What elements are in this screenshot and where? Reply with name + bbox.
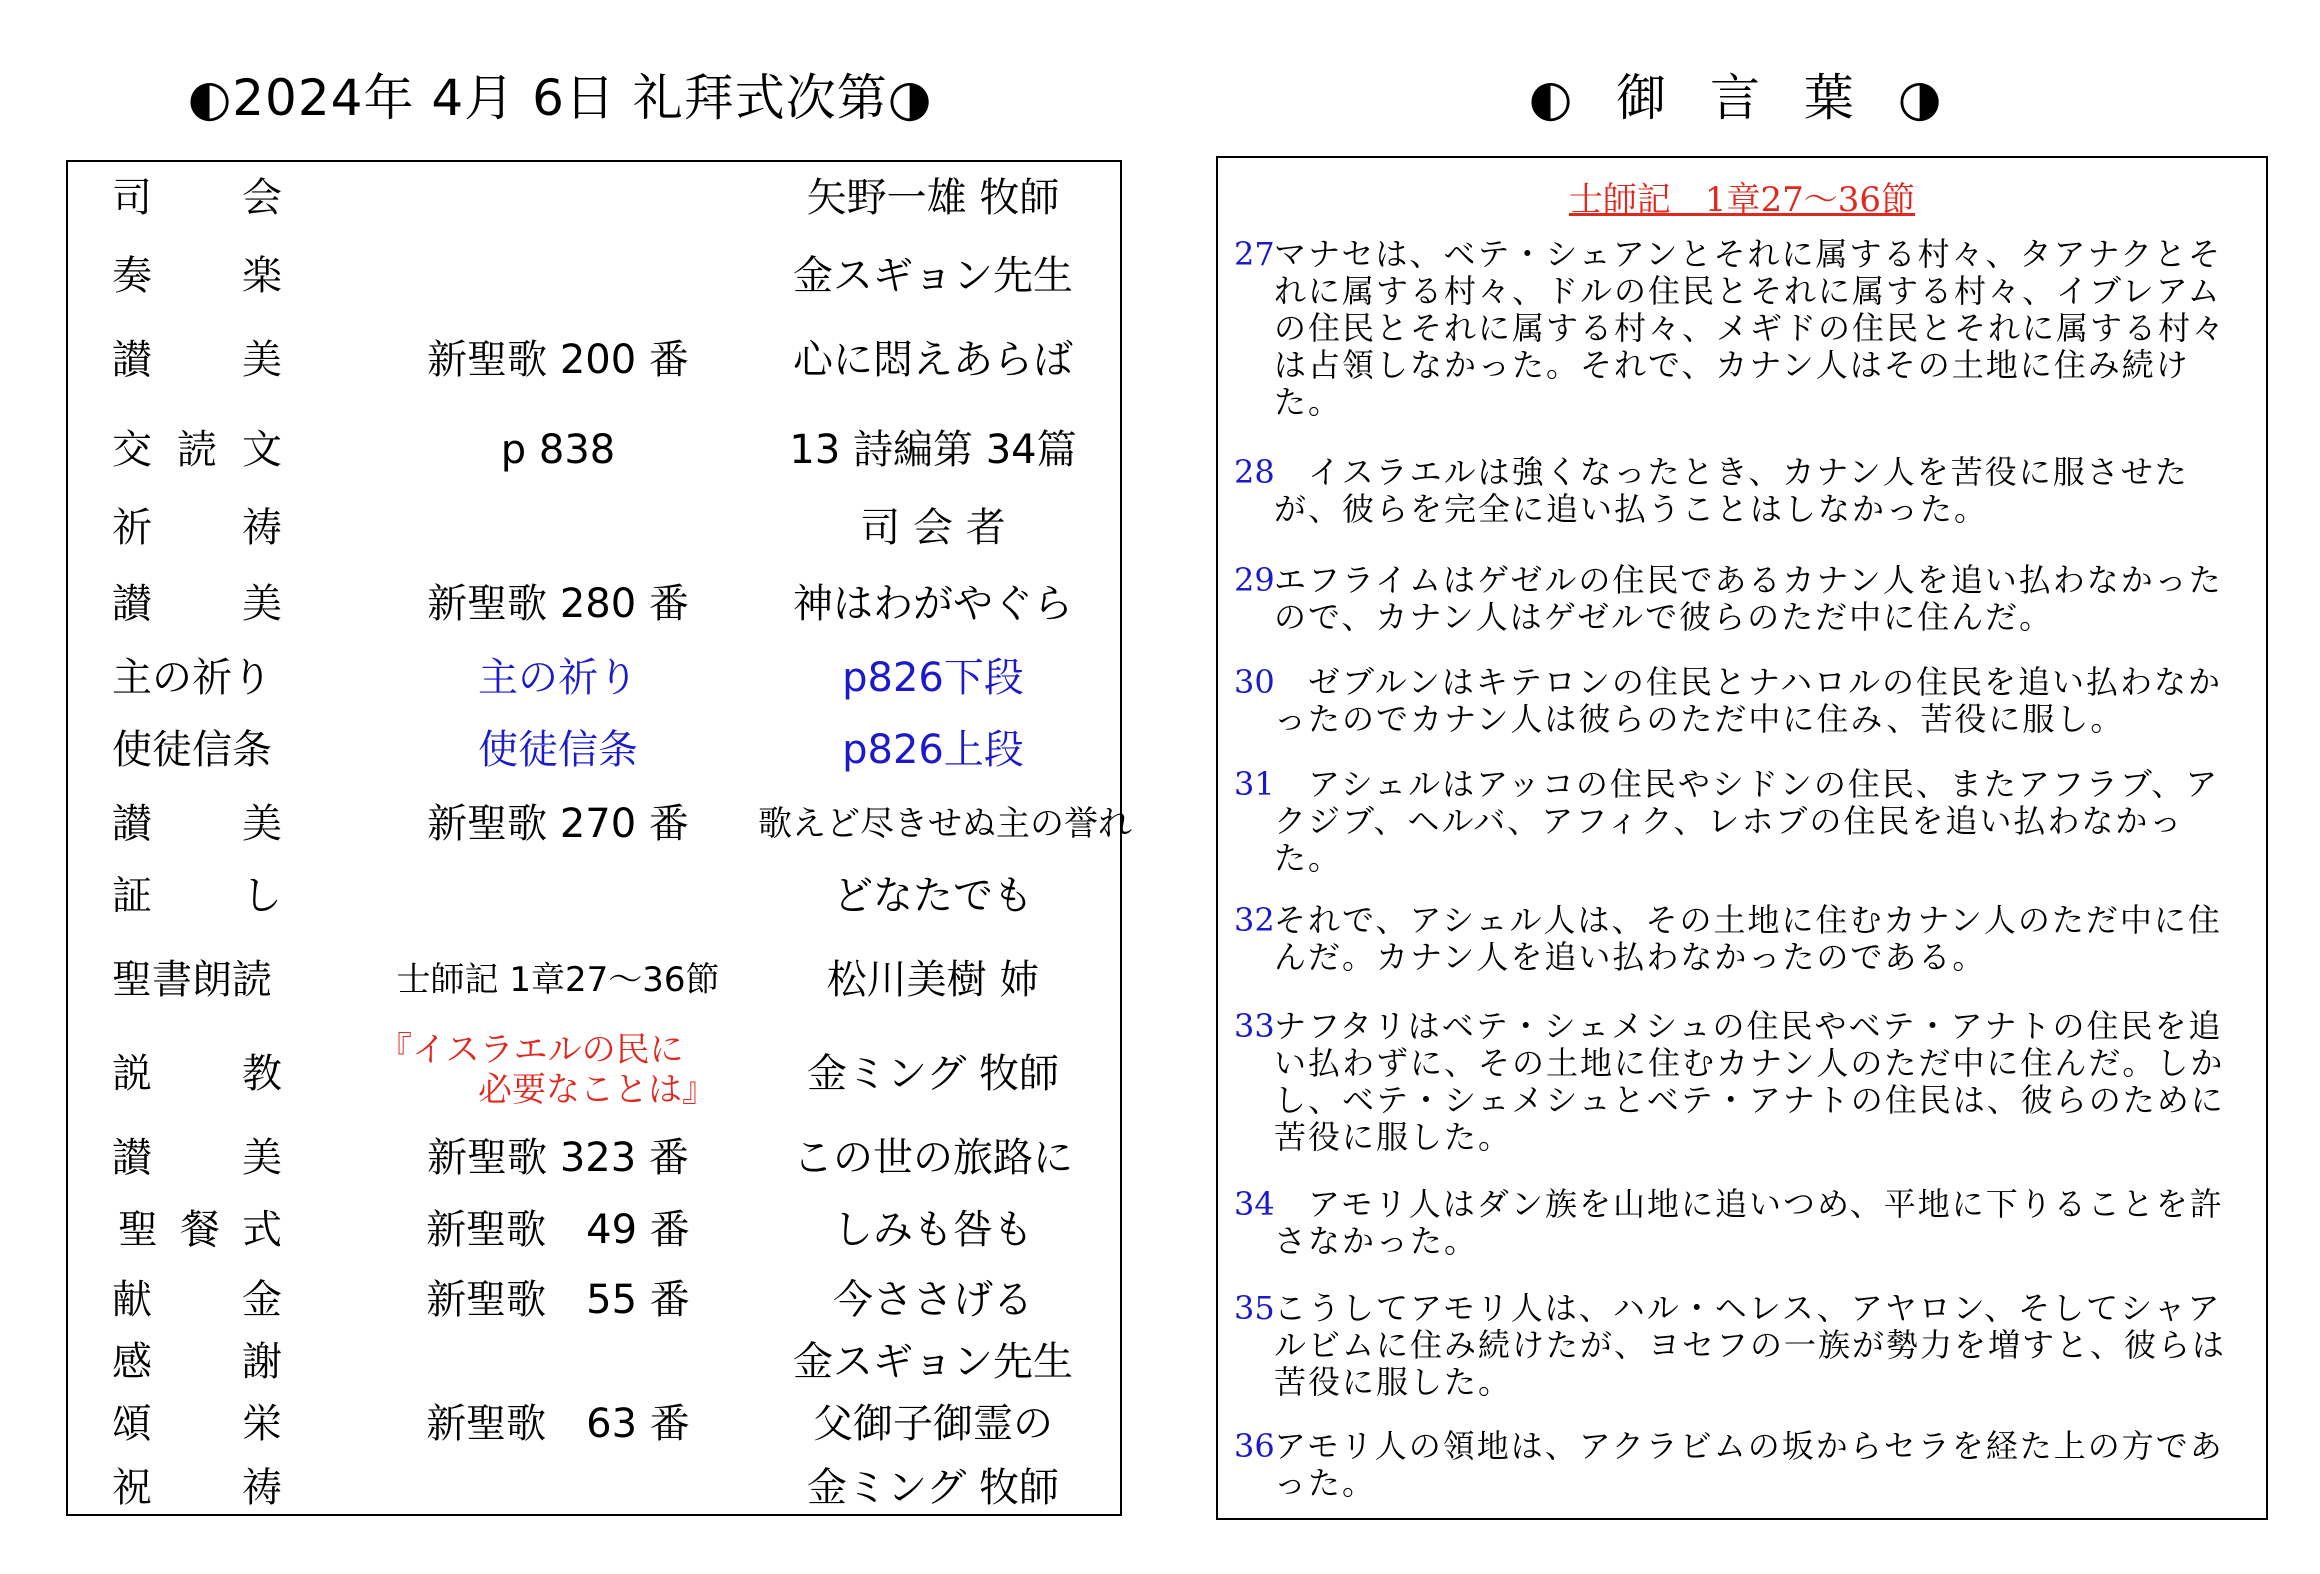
program-person: 松川美樹 姉 <box>826 957 1040 1003</box>
verse-number: 30 <box>1234 663 1275 701</box>
verse-text: イスラエルは強くなったとき、カナン人を苦役に服させたが、彼らを完全に追い払うことはしなかった。 <box>1274 453 2189 528</box>
program-row <box>68 1332 1120 1392</box>
verse <box>1234 1008 2244 1156</box>
program-person: 歌えど尽きせぬ主の誉れ <box>758 804 1132 844</box>
verse-text: エフライムはゲゼルの住民であるカナン人を追い払わなかったので、カナン人はゲゼルで彼らのただ中に住んだ。 <box>1274 561 2223 636</box>
program-detail: 新聖歌 55 番 <box>426 1277 690 1323</box>
program-person: 父御子御霊の <box>813 1401 1053 1447</box>
verse-number: 29 <box>1234 561 1275 599</box>
program-detail: 新聖歌 63 番 <box>426 1401 690 1447</box>
verse <box>1234 664 2244 738</box>
worship-program <box>66 160 1132 1516</box>
verse <box>1234 1290 2244 1401</box>
program-person: 心に悶えあらば <box>793 337 1073 383</box>
verse <box>1234 454 2244 528</box>
program-row <box>68 246 1120 306</box>
item-char: 祷 <box>242 505 282 551</box>
item-char: 文 <box>242 427 282 473</box>
verse-number: 28 <box>1234 453 1275 491</box>
scripture-reference: 士師記 1章27～36節 <box>1568 180 1916 220</box>
program-person: 金スギョン先生 <box>793 253 1073 299</box>
sermon-title <box>288 1030 768 1114</box>
item-char: 讃 <box>112 801 152 847</box>
verse-text: アモリ人はダン族を山地に追いつめ、平地に下りることを許さなかった。 <box>1274 1185 2224 1260</box>
program-row <box>68 1030 1120 1110</box>
program-person: 金ミング 牧師 <box>807 1465 1059 1511</box>
verse-number: 32 <box>1234 901 1275 939</box>
program-row <box>68 1200 1120 1260</box>
program-row <box>68 720 1120 780</box>
program-detail: 使徒信条 <box>478 727 638 773</box>
program-row <box>68 1128 1120 1188</box>
item-char: 美 <box>242 337 282 383</box>
program-row <box>68 1394 1120 1454</box>
verse-text: それで、アシェル人は、その土地に住むカナン人のただ中に住んだ。カナン人を追い払わなかったのである。 <box>1274 901 2222 976</box>
program-person: この世の旅路に <box>793 1135 1073 1181</box>
item-char: 奏 <box>112 253 152 299</box>
verse-number: 36 <box>1234 1427 1275 1465</box>
item-char: 式 <box>242 1207 282 1253</box>
program-row <box>68 648 1120 708</box>
program-person: どなたでも <box>833 873 1033 919</box>
program-row <box>68 168 1120 228</box>
verse-number: 35 <box>1234 1289 1275 1327</box>
program-person: 司 会 者 <box>860 505 1006 551</box>
item-char: 証 <box>112 873 152 919</box>
program-detail: 新聖歌 280 番 <box>427 581 689 627</box>
verse-text: こうしてアモリ人は、ハル・ヘレス、アヤロン、そしてシャアルビムに住み続けたが、ヨセフの一族が勢力を増すと、彼らは苦役に服した。 <box>1274 1289 2227 1401</box>
program-person: 今ささげる <box>833 1277 1033 1323</box>
item-char: 祝 <box>112 1465 152 1511</box>
program-item: 聖書朗読 <box>112 957 272 1003</box>
item-char: 金 <box>242 1277 282 1323</box>
program-row <box>68 950 1120 1010</box>
item-char: し <box>242 873 282 919</box>
program-row <box>68 420 1120 480</box>
verse <box>1234 562 2244 636</box>
program-row <box>68 574 1120 634</box>
verse <box>1234 236 2244 421</box>
item-char: 感 <box>112 1339 152 1385</box>
program-detail: 新聖歌 49 番 <box>426 1207 690 1253</box>
verse-text: ゼブルンはキテロンの住民とナハロルの住民を追い払わなかったのでカナン人は彼らのただ中に住み、苦役に服し。 <box>1274 663 2223 738</box>
item-char: 司 <box>112 175 152 221</box>
verse <box>1234 1186 2244 1260</box>
program-row <box>68 866 1120 926</box>
program-person: しみも咎も <box>833 1207 1033 1253</box>
program-row <box>68 794 1132 854</box>
program-person: 矢野一雄 牧師 <box>806 175 1060 221</box>
item-char: 頌 <box>112 1401 152 1447</box>
program-row <box>68 1270 1120 1330</box>
item-char: 祈 <box>112 505 152 551</box>
program-detail: p 838 <box>500 427 616 473</box>
program-detail: 新聖歌 323 番 <box>427 1135 689 1181</box>
verse-text: ナフタリはベテ・シェメシュの住民やベテ・アナトの住民を追い払わずに、その土地に住むカナン人のただ中に住んだ。しかし、ベテ・シェメシュとベテ・アナトの住民は、彼らのために苦役に服した。 <box>1274 1007 2225 1156</box>
verse-number: 33 <box>1234 1007 1275 1045</box>
item-char: 美 <box>242 1135 282 1181</box>
verse-number: 27 <box>1234 235 1275 273</box>
program-row <box>68 498 1120 558</box>
program-person: p826下段 <box>842 655 1024 701</box>
item-char: 楽 <box>242 253 282 299</box>
sermon-title-line1: 『イスラエルの民に <box>378 1030 684 1070</box>
item-char: 会 <box>242 175 282 221</box>
verse-text: アモリ人の領地は、アクラビムの坂からセラを経た上の方であった。 <box>1274 1427 2224 1502</box>
item-char: 讃 <box>112 581 152 627</box>
item-char: 美 <box>242 801 282 847</box>
program-title: ◐2024年 4月 6日 礼拜式次第◑ <box>187 69 933 127</box>
program-person: 金スギョン先生 <box>793 1339 1073 1385</box>
program-detail: 主の祈り <box>478 655 638 701</box>
verse-number: 34 <box>1234 1185 1275 1223</box>
sermon-title-line2: 必要なことは』 <box>478 1070 716 1110</box>
scripture-box <box>1216 156 2268 1520</box>
scripture-title: ◐ 御 言 葉 ◑ <box>1528 69 1956 127</box>
item-char: 教 <box>242 1051 282 1097</box>
item-char: 祷 <box>242 1465 282 1511</box>
program-person: p826上段 <box>842 727 1024 773</box>
item-char: 説 <box>112 1051 152 1097</box>
item-char: 謝 <box>242 1339 282 1385</box>
program-detail: 士師記 1章27～36節 <box>396 960 720 1000</box>
program-person: 13 詩編第 34篇 <box>789 427 1077 473</box>
verse <box>1234 902 2244 976</box>
program-item: 使徒信条 <box>112 727 272 773</box>
verse <box>1234 1428 2244 1502</box>
item-char: 読 <box>177 427 217 473</box>
item-char: 美 <box>242 581 282 627</box>
item-char: 献 <box>112 1277 152 1323</box>
item-char: 聖 <box>118 1207 158 1253</box>
program-person: 金ミング 牧師 <box>807 1051 1059 1097</box>
program-item: 主の祈り <box>112 655 272 701</box>
item-char: 讃 <box>112 337 152 383</box>
item-char: 栄 <box>242 1401 282 1447</box>
verse <box>1234 766 2244 877</box>
item-char: 交 <box>112 427 152 473</box>
program-detail: 新聖歌 200 番 <box>427 337 689 383</box>
program-detail: 新聖歌 270 番 <box>427 801 689 847</box>
program-person: 神はわがやぐら <box>793 581 1073 627</box>
program-row <box>68 330 1120 390</box>
verse-text: アシェルはアッコの住民やシドンの住民、またアフラブ、アクジブ、ヘルバ、アフィク、レホブの住民を追い払わなかった。 <box>1274 765 2220 877</box>
program-row <box>68 1458 1120 1518</box>
verse-text: マナセは、ベテ・シェアンとそれに属する村々、タアナクとそれに属する村々、ドルの住民とそれに属する村々、イブレアムの住民とそれに属する村々、メギドの住民とそれに属する村々は占領しなかった。それで、カナン人はその土地に住み続けた。 <box>1274 235 2227 421</box>
item-char: 餐 <box>180 1207 220 1253</box>
item-char: 讃 <box>112 1135 152 1181</box>
verse-number: 31 <box>1234 765 1275 803</box>
